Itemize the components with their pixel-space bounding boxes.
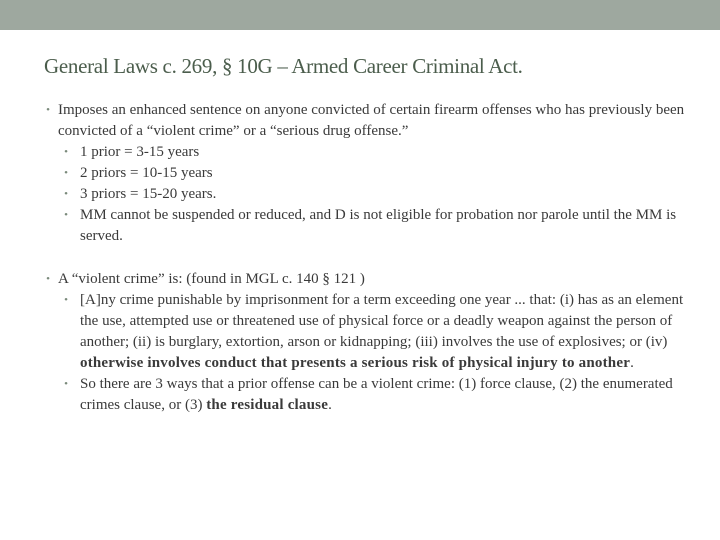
subbullet-two-priors: • 2 priors = 10-15 years xyxy=(30,163,690,184)
slide-title: General Laws c. 269, § 10G – Armed Career Criminal Act. xyxy=(44,54,523,78)
three-ways-text-end: . xyxy=(328,397,332,413)
subbullet-statutory-text xyxy=(30,290,690,374)
bullet-enhanced-sentence: • Imposes an enhanced sentence on anyone convicted of certain firearm offenses who has previously been convicted of a “violent crime” or a “serious drug offense.” xyxy=(30,100,690,142)
subbullet-three-ways xyxy=(30,374,690,416)
top-header-bar xyxy=(0,0,720,30)
residual-clause-label: the residual clause xyxy=(206,397,329,413)
spacer xyxy=(30,247,690,269)
bullet-violent-crime-definition: • A “violent crime” is: (found in MGL c. 140 § 121 ) xyxy=(30,269,690,290)
residual-clause-text: otherwise involves conduct that presents a serious risk of physical injury to another xyxy=(80,355,631,371)
statute-text: [A]ny crime punishable by imprisonment for a term exceeding one year ... that: (i) has as an element the use, attempted use or threatened use of physical force or a deadly weapon against the person of another; (ii) is burglary, extortion, arson or kidnapping; (iii) involves the use of explosives; or (iv) xyxy=(80,292,684,350)
subbullet-three-priors: • 3 priors = 15-20 years. xyxy=(30,184,690,205)
subbullet-one-prior: • 1 prior = 3-15 years xyxy=(30,142,690,163)
slide-body xyxy=(30,100,690,416)
statute-text-end: . xyxy=(630,355,634,371)
subbullet-mandatory-minimum: • MM cannot be suspended or reduced, and D is not eligible for probation nor parole until the MM is served. xyxy=(30,205,690,247)
three-ways-text: So there are 3 ways that a prior offense can be a violent crime: (1) force clause, (2) the enumerated crimes clause, or (3) xyxy=(80,376,673,413)
